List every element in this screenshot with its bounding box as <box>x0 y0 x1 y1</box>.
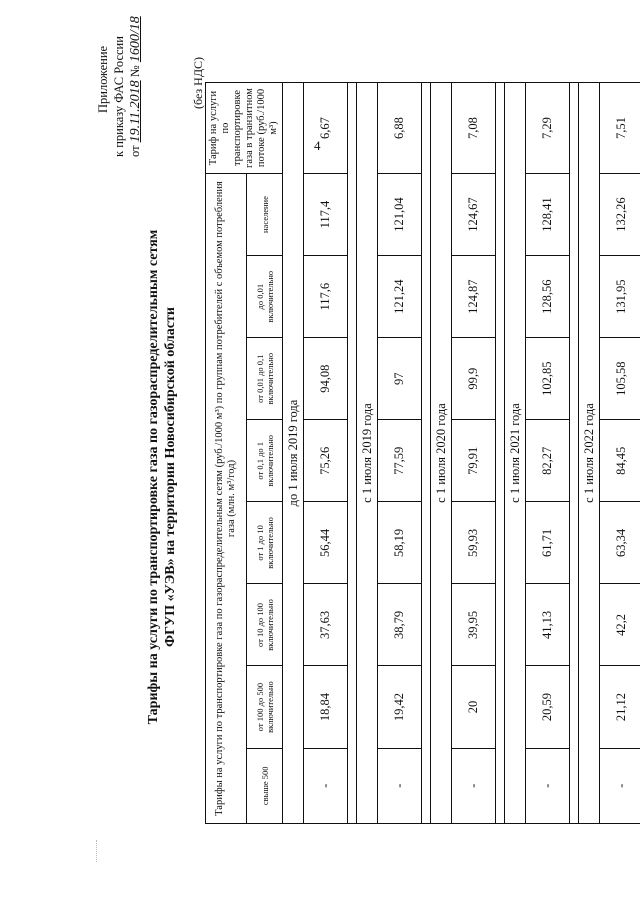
tariff-value: 124,67 <box>452 174 496 256</box>
tariff-value: - <box>526 748 570 823</box>
col-header: до 0,01 включительно <box>247 256 283 338</box>
tariff-value: 7,08 <box>452 83 496 174</box>
tariff-value: 79,91 <box>452 420 496 502</box>
spacer-cell <box>422 83 431 824</box>
tariff-value: 58,19 <box>378 502 422 584</box>
spacer-cell <box>348 83 357 824</box>
tariff-value: 121,04 <box>378 174 422 256</box>
tariff-value: 121,24 <box>378 256 422 338</box>
tariff-value: 37,63 <box>304 584 348 666</box>
tariff-table <box>205 82 640 824</box>
period-label: до 1 июля 2019 года <box>283 83 304 824</box>
transit-header: Тариф на услуги по транспортировке газа в транзитном потоке (руб./1000 м³) <box>206 83 283 174</box>
period-label: с 1 июля 2022 года <box>579 83 600 824</box>
col-header: население <box>247 174 283 256</box>
col-header: от 0,1 до 1 включительно <box>247 420 283 502</box>
spacer-row <box>496 83 505 824</box>
tariff-value: 132,26 <box>600 174 640 256</box>
spacer-row <box>348 83 357 824</box>
page-number: 4 <box>314 138 321 154</box>
number-prefix: № <box>128 65 142 77</box>
tariff-value: 102,85 <box>526 338 570 420</box>
title-line-1: Тарифы на услуги по транспортировке газа по газораспределительным сетям <box>145 97 162 857</box>
col-header: свыше 500 <box>247 748 283 823</box>
tariff-value: 59,93 <box>452 502 496 584</box>
tariff-value: 6,67 <box>304 83 348 174</box>
document-title <box>145 97 179 857</box>
period-label: с 1 июля 2019 года <box>357 83 378 824</box>
tariff-value: 82,27 <box>526 420 570 502</box>
period-row <box>505 83 526 824</box>
order-date: 19.11.2018 <box>128 80 143 142</box>
tariff-value: - <box>600 748 640 823</box>
tariff-value: 84,45 <box>600 420 640 502</box>
col-header: от 1 до 10 включительно <box>247 502 283 584</box>
tariff-value: 124,87 <box>452 256 496 338</box>
tariff-value: - <box>378 748 422 823</box>
period-label: с 1 июля 2021 года <box>505 83 526 824</box>
tariff-value: 41,13 <box>526 584 570 666</box>
tariff-value: 18,84 <box>304 666 348 748</box>
appendix-order: к приказу ФАС России <box>111 0 127 157</box>
rotated-content <box>95 0 555 917</box>
tariff-value: 7,29 <box>526 83 570 174</box>
tariff-value: 20,59 <box>526 666 570 748</box>
tariff-value: 94,08 <box>304 338 348 420</box>
tariff-value: 39,95 <box>452 584 496 666</box>
col-header: от 10 до 100 включительно <box>247 584 283 666</box>
header-row-2 <box>247 83 283 824</box>
tariff-value: 6,88 <box>378 83 422 174</box>
table-row <box>378 83 422 824</box>
appendix-title: Приложение <box>95 0 111 157</box>
header-row-1 <box>206 83 247 824</box>
spacer-row <box>422 83 431 824</box>
period-row <box>579 83 600 824</box>
tariff-value: 56,44 <box>304 502 348 584</box>
group-header: Тарифы на услуги по транспортировке газа по газораспределительным сетям (руб./1000 м³) по группам потребителей с объемом потребления газа (млн. м³/год) <box>206 174 247 824</box>
tariff-value: 105,58 <box>600 338 640 420</box>
tariff-value: 77,59 <box>378 420 422 502</box>
tariff-value: - <box>304 748 348 823</box>
tariff-value: 117,6 <box>304 256 348 338</box>
tariff-value: 97 <box>378 338 422 420</box>
no-vat-note: (без НДС) <box>191 57 206 109</box>
tariff-value: 61,71 <box>526 502 570 584</box>
col-header: от 0,01 до 0,1 включительно <box>247 338 283 420</box>
table-row <box>600 83 640 824</box>
tariff-value: 117,4 <box>304 174 348 256</box>
tariff-value: 7,51 <box>600 83 640 174</box>
spacer-cell <box>570 83 579 824</box>
spacer-row <box>570 83 579 824</box>
table-row <box>304 83 348 824</box>
period-row <box>283 83 304 824</box>
tariff-value: 128,41 <box>526 174 570 256</box>
period-row <box>431 83 452 824</box>
tariff-value: 75,26 <box>304 420 348 502</box>
spacer-cell <box>496 83 505 824</box>
tariff-value: 128,56 <box>526 256 570 338</box>
table-row <box>452 83 496 824</box>
tariff-value: 42,2 <box>600 584 640 666</box>
tariff-value: 63,34 <box>600 502 640 584</box>
tariff-value: 99,9 <box>452 338 496 420</box>
appendix-date-line <box>127 0 144 157</box>
appendix-block <box>95 0 144 157</box>
tariff-value: 21,12 <box>600 666 640 748</box>
period-row <box>357 83 378 824</box>
period-label: с 1 июля 2020 года <box>431 83 452 824</box>
tariff-value: 19,42 <box>378 666 422 748</box>
tariff-value: 20 <box>452 666 496 748</box>
tariff-value: 131,95 <box>600 256 640 338</box>
title-line-2: ФГУП «УЭВ» на территории Новосибирской области <box>162 97 179 857</box>
table-row <box>526 83 570 824</box>
from-prefix: от <box>128 145 142 157</box>
col-header: от 100 до 500 включительно <box>247 666 283 748</box>
tariff-value: 38,79 <box>378 584 422 666</box>
tariff-value: - <box>452 748 496 823</box>
order-number: 1600/18 <box>128 16 143 62</box>
